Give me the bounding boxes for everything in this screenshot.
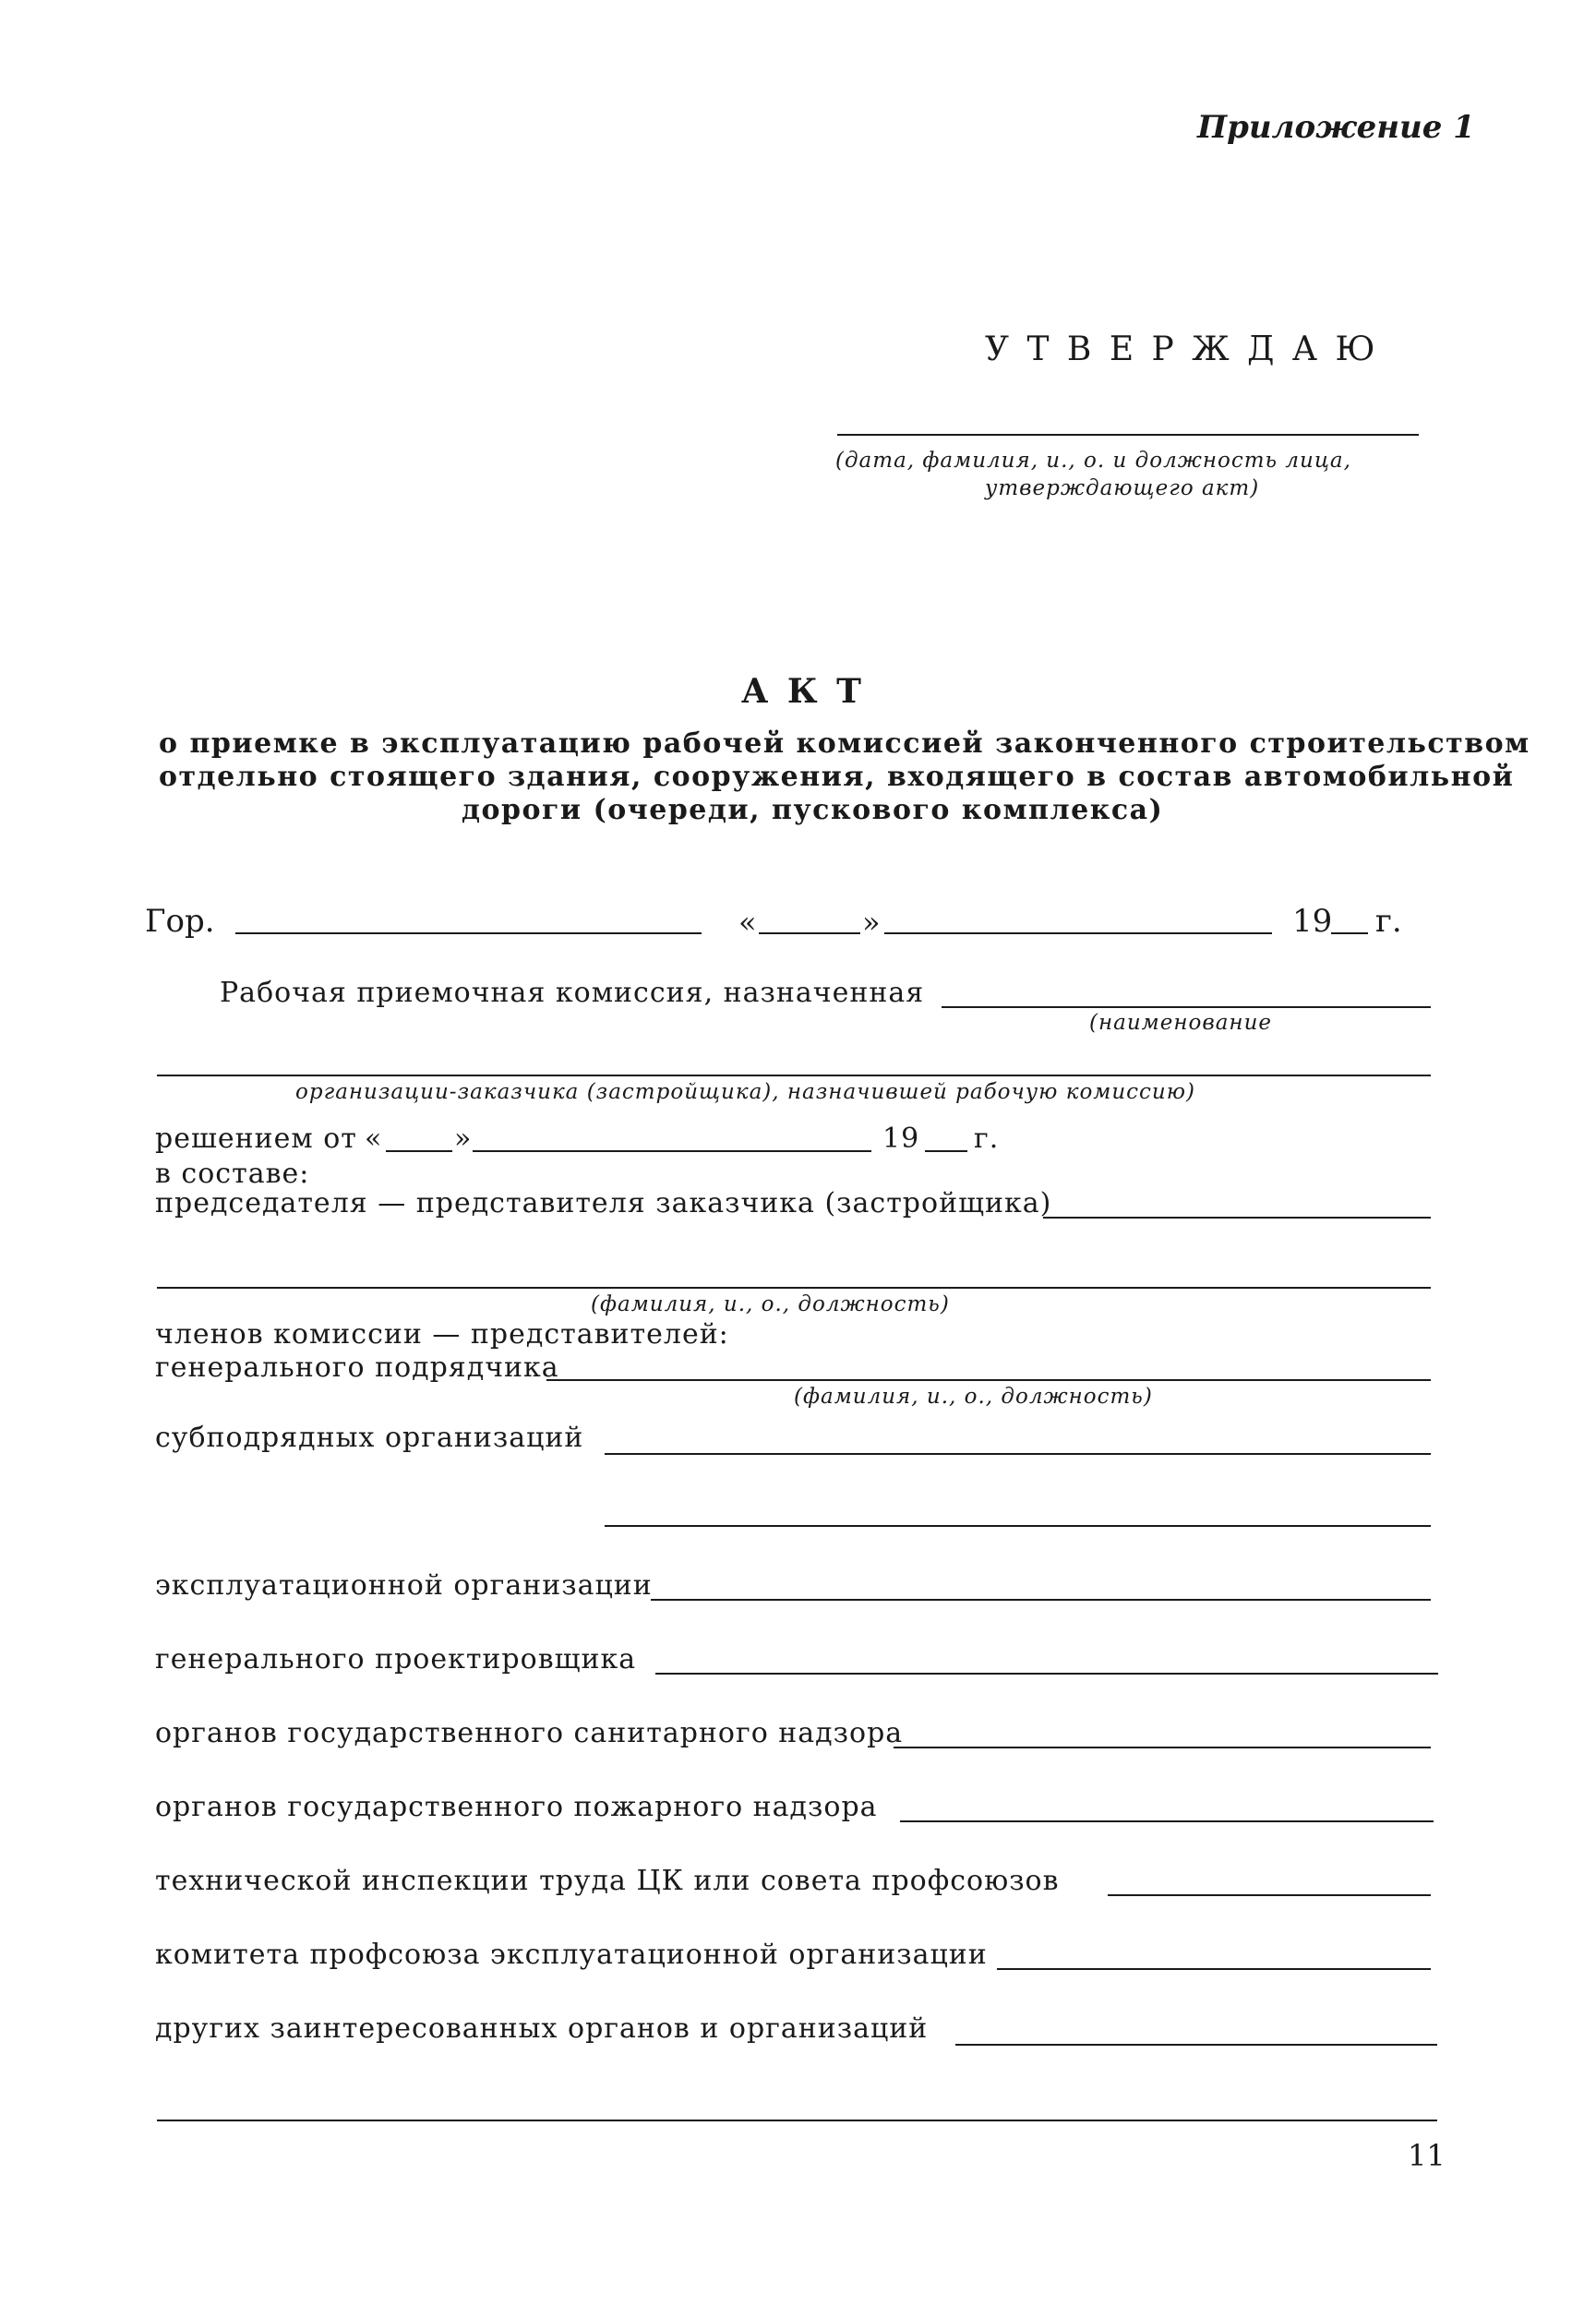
- appendix-label: Приложение 1: [1197, 109, 1475, 146]
- union-committee-field[interactable]: [997, 1968, 1431, 1970]
- commission-text: Рабочая приемочная комиссия, назначенная: [220, 977, 925, 1009]
- act-title: А К Т: [741, 672, 865, 711]
- city-quote-close: »: [862, 905, 881, 940]
- chairman-field[interactable]: [1043, 1217, 1431, 1219]
- month-field[interactable]: [884, 932, 1272, 934]
- decision-quote-close: »: [454, 1123, 473, 1155]
- decision-year-prefix: 19: [882, 1123, 920, 1155]
- general-contractor-label: генерального подрядчика: [155, 1351, 559, 1384]
- hint-person: (фамилия, и., о., должность): [591, 1292, 950, 1316]
- organization-field[interactable]: [157, 1075, 1431, 1076]
- year-field[interactable]: [1331, 932, 1368, 934]
- approval-hint-line2: утверждающего акт): [985, 476, 1260, 500]
- hint-name: (наименование: [1089, 1011, 1272, 1035]
- approval-heading: У Т В Е Р Ж Д А Ю: [985, 330, 1379, 368]
- city-label: Гор.: [145, 903, 215, 940]
- hint-org: организации-заказчика (застройщика), назначившей рабочую комиссию): [295, 1080, 1195, 1104]
- approval-signature-line[interactable]: [837, 434, 1419, 436]
- labor-inspection-field[interactable]: [1108, 1894, 1431, 1896]
- decision-label: решением от: [155, 1123, 357, 1155]
- fire-field[interactable]: [900, 1820, 1434, 1822]
- subcontractors-field[interactable]: [605, 1453, 1431, 1455]
- general-designer-field[interactable]: [655, 1673, 1438, 1675]
- commission-name-field[interactable]: [942, 1006, 1431, 1008]
- general-designer-label: генерального проектировщика: [155, 1643, 637, 1675]
- other-orgs-field-2[interactable]: [157, 2120, 1437, 2121]
- general-contractor-field[interactable]: [546, 1379, 1431, 1381]
- hint-person-2: (фамилия, и., о., должность): [794, 1385, 1153, 1409]
- decision-year-suffix: г.: [974, 1123, 1000, 1155]
- sanitary-field[interactable]: [894, 1747, 1431, 1748]
- decision-year-field[interactable]: [925, 1150, 967, 1152]
- operating-org-label: эксплуатационной организации: [155, 1569, 653, 1602]
- decision-quote-open: «: [365, 1123, 383, 1155]
- act-subtitle-line1: о приемке в эксплуатацию рабочей комиссией законченного строительством: [159, 727, 1530, 760]
- operating-org-field[interactable]: [651, 1599, 1431, 1601]
- union-committee-label: комитета профсоюза эксплуатационной организации: [155, 1939, 988, 1971]
- fire-label: органов государственного пожарного надзора: [155, 1791, 878, 1823]
- approval-hint-line1: (дата, фамилия, и., о. и должность лица,: [835, 449, 1351, 473]
- members-label: членов комиссии — представителей:: [155, 1318, 729, 1351]
- sanitary-label: органов государственного санитарного надзора: [155, 1717, 904, 1749]
- year-suffix: г.: [1375, 903, 1402, 940]
- other-orgs-label: других заинтересованных органов и организаций: [155, 2012, 929, 2045]
- act-subtitle-line2: отдельно стоящего здания, сооружения, входящего в состав автомобильной: [159, 761, 1515, 793]
- page-number: 11: [1408, 2138, 1446, 2173]
- chairman-label: председателя — представителя заказчика (застройщика): [155, 1187, 1052, 1219]
- other-orgs-field[interactable]: [955, 2044, 1437, 2046]
- subcontractors-field-2[interactable]: [605, 1525, 1431, 1527]
- decision-month-field[interactable]: [473, 1150, 871, 1152]
- city-field[interactable]: [235, 932, 702, 934]
- chairman-field-2[interactable]: [157, 1287, 1431, 1289]
- day-field[interactable]: [759, 932, 860, 934]
- labor-inspection-label: технической инспекции труда ЦК или совета профсоюзов: [155, 1865, 1060, 1897]
- composition-label: в составе:: [155, 1158, 310, 1190]
- subcontractors-label: субподрядных организаций: [155, 1422, 584, 1454]
- year-prefix: 19: [1292, 903, 1333, 940]
- decision-day-field[interactable]: [386, 1150, 452, 1152]
- city-quote-open: «: [738, 905, 757, 940]
- act-subtitle-line3: дороги (очереди, пускового комплекса): [462, 794, 1164, 826]
